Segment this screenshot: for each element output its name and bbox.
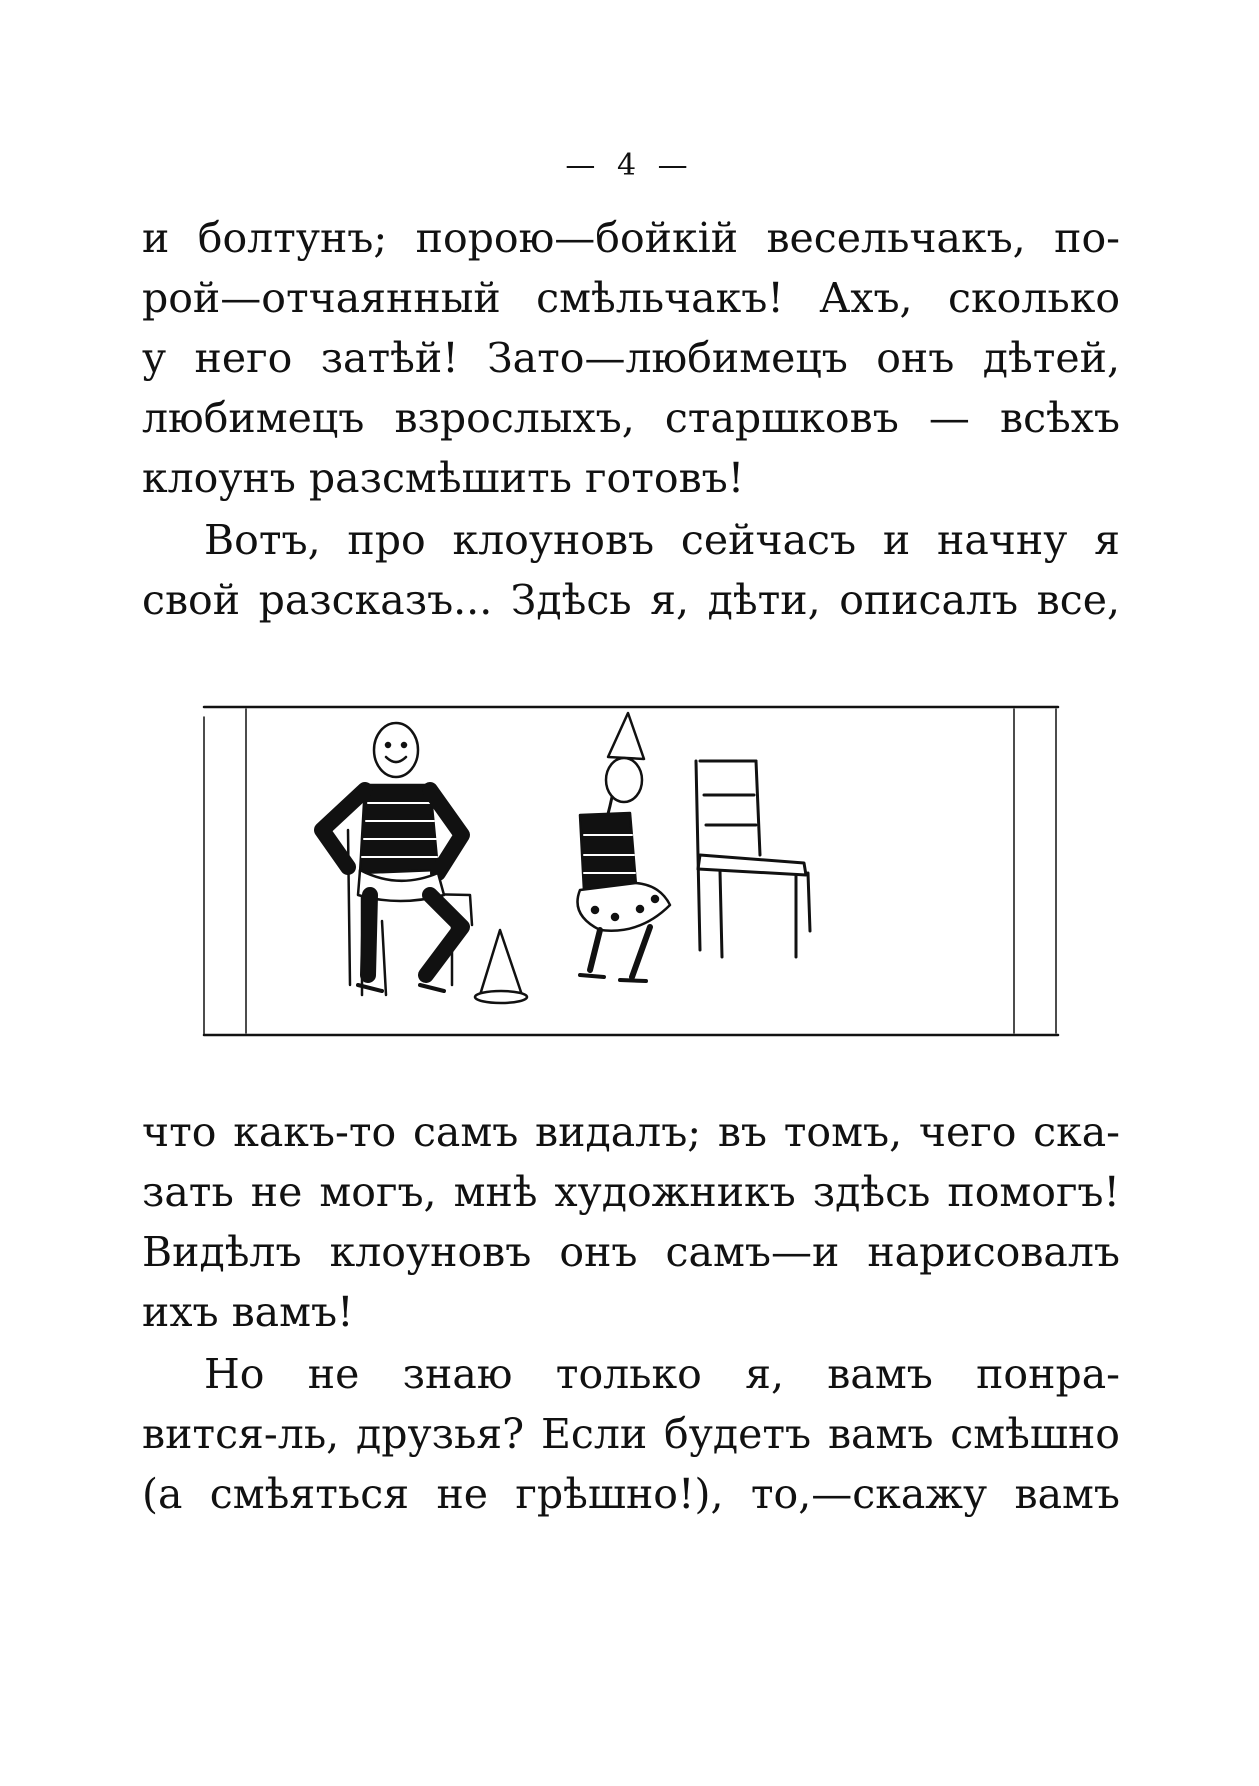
text-line: (а смѣяться не грѣшно!), то,—скажу вамъ (142, 1470, 1120, 1518)
text-line: ихъ вамъ! (142, 1288, 354, 1336)
paragraph-1 (142, 208, 1120, 508)
paragraph-4 (142, 1344, 1120, 1524)
text-line: любимецъ взрослыхъ, старшковъ — всѣхъ (142, 394, 1120, 442)
text-line: свой разсказъ... Здѣсь я, дѣти, описалъ все, (142, 576, 1120, 624)
text-line: клоунъ разсмѣшить готовъ! (142, 454, 745, 502)
text-line: зать не могъ, мнѣ художникъ здѣсь помогъ! (142, 1168, 1120, 1216)
empty-chair (696, 761, 810, 957)
text-line: и болтунъ; порою—бойкій весельчакъ, по- (142, 214, 1120, 262)
text-line: вится-ль, друзья? Если будетъ вамъ смѣшно (142, 1410, 1120, 1458)
page-number: — 4 — (565, 148, 694, 183)
paragraph-2 (142, 510, 1120, 630)
clowns-illustration (200, 695, 1062, 1045)
text-line: Видѣлъ клоуновъ онъ самъ—и нарисовалъ (142, 1228, 1120, 1276)
bending-clown (578, 713, 671, 981)
seated-clown (322, 723, 527, 1003)
text-line: Вотъ, про клоуновъ сейчасъ и начну я (204, 516, 1120, 564)
paragraph-3 (142, 1102, 1120, 1342)
text-line: Но не знаю только я, вамъ понра- (204, 1350, 1120, 1398)
text-line: что какъ-то самъ видалъ; въ томъ, чего ска- (142, 1108, 1120, 1156)
text-line: у него затѣй! Зато—любимецъ онъ дѣтей, (142, 334, 1120, 382)
text-line: рой—отчаянный смѣльчакъ! Ахъ, сколько (142, 274, 1120, 322)
clowns-drawing (200, 695, 1062, 1045)
